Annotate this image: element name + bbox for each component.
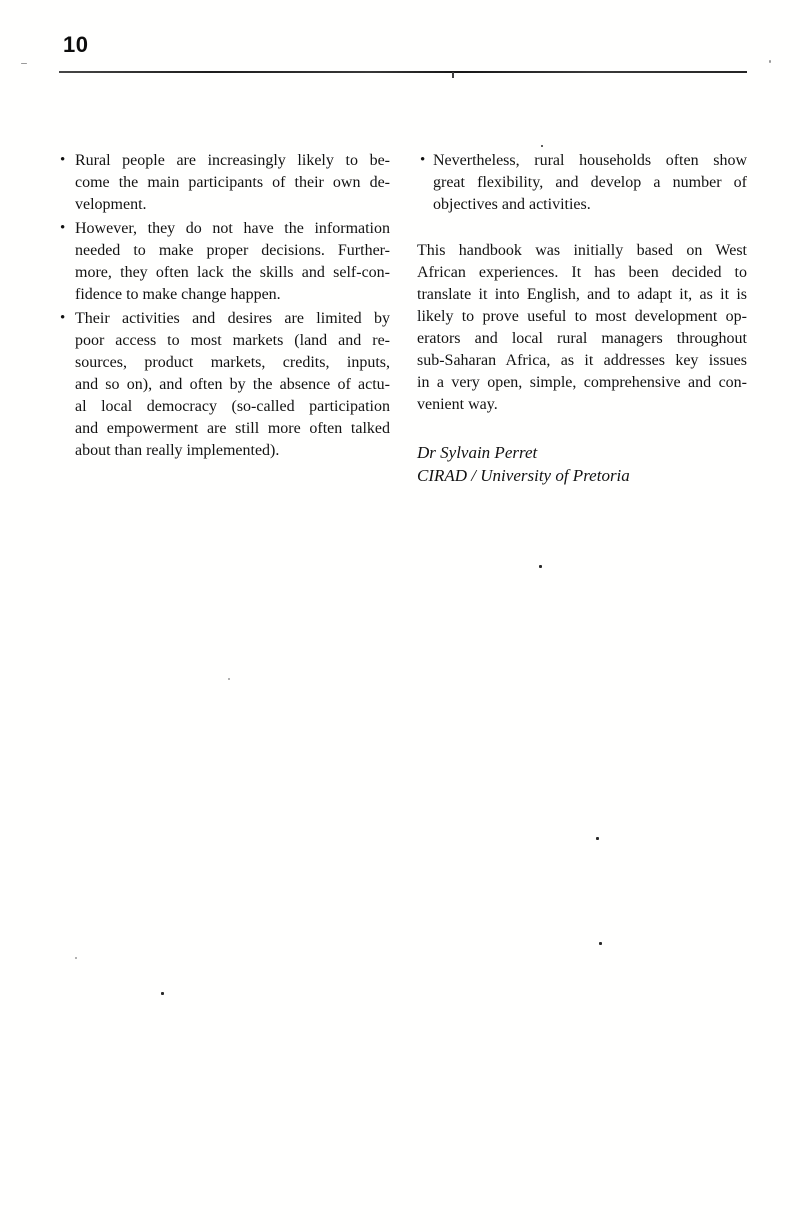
scan-speck [599, 942, 602, 945]
scan-speck [75, 957, 77, 959]
text-line: and empowerment are still more often talked [75, 420, 390, 437]
text-line: translate it into English, and to adapt it, as it is [417, 286, 747, 303]
text-line: Their activities and desires are limited by [75, 310, 390, 327]
bullet-item [57, 218, 390, 306]
bullet-item [57, 150, 390, 216]
text-line: in a very open, simple, comprehensive and con- [417, 374, 747, 391]
right-column [417, 150, 747, 487]
text-line: sub-Saharan Africa, as it addresses key issues [417, 352, 747, 369]
text-line: African experiences. It has been decided to [417, 264, 747, 281]
text-line: more, they often lack the skills and self-con- [75, 264, 390, 281]
scan-speck [539, 565, 542, 568]
bullet-icon: • [420, 152, 426, 168]
scan-speck [541, 145, 543, 147]
text-line: Rural people are increasingly likely to be- [75, 152, 390, 169]
left-column [57, 150, 390, 464]
text-line: objectives and activities. [433, 196, 591, 213]
text-line: velopment. [75, 196, 147, 213]
text-line: sources, product markets, credits, inputs, [75, 354, 390, 371]
text-line: fidence to make change happen. [75, 286, 281, 303]
scan-speck [769, 60, 771, 63]
bullet-icon: • [60, 310, 66, 326]
scan-speck [596, 837, 599, 840]
closing-paragraph [417, 240, 747, 416]
text-line: This handbook was initially based on West [417, 242, 747, 259]
bullet-item [417, 150, 747, 216]
bullet-icon: • [60, 220, 66, 236]
header-rule [59, 71, 747, 73]
author-signature [417, 441, 747, 487]
text-line: erators and local rural managers throughout [417, 330, 747, 347]
page-number: 10 [63, 32, 89, 57]
text-line: venient way. [417, 396, 498, 413]
text-line: al local democracy (so-called participation [75, 398, 390, 415]
text-line: come the main participants of their own de- [75, 174, 390, 191]
text-line: poor access to most markets (land and re- [75, 332, 390, 349]
text-line: about than really implemented). [75, 442, 280, 459]
text-line: Nevertheless, rural households often show [433, 152, 747, 169]
scan-speck [21, 63, 27, 64]
text-line: likely to prove useful to most development op- [417, 308, 747, 325]
signature-name: Dr Sylvain Perret [417, 443, 538, 462]
signature-affiliation: CIRAD / University of Pretoria [417, 466, 630, 485]
header-rule-tick [452, 72, 454, 78]
bullet-icon: • [60, 152, 66, 168]
text-line: and so on), and often by the absence of actu- [75, 376, 390, 393]
text-line: needed to make proper decisions. Further- [75, 242, 390, 259]
text-line: However, they do not have the information [75, 220, 390, 237]
scan-speck [161, 992, 164, 995]
text-line: great flexibility, and develop a number of [433, 174, 747, 191]
bullet-item [57, 308, 390, 462]
scan-speck [228, 678, 230, 680]
